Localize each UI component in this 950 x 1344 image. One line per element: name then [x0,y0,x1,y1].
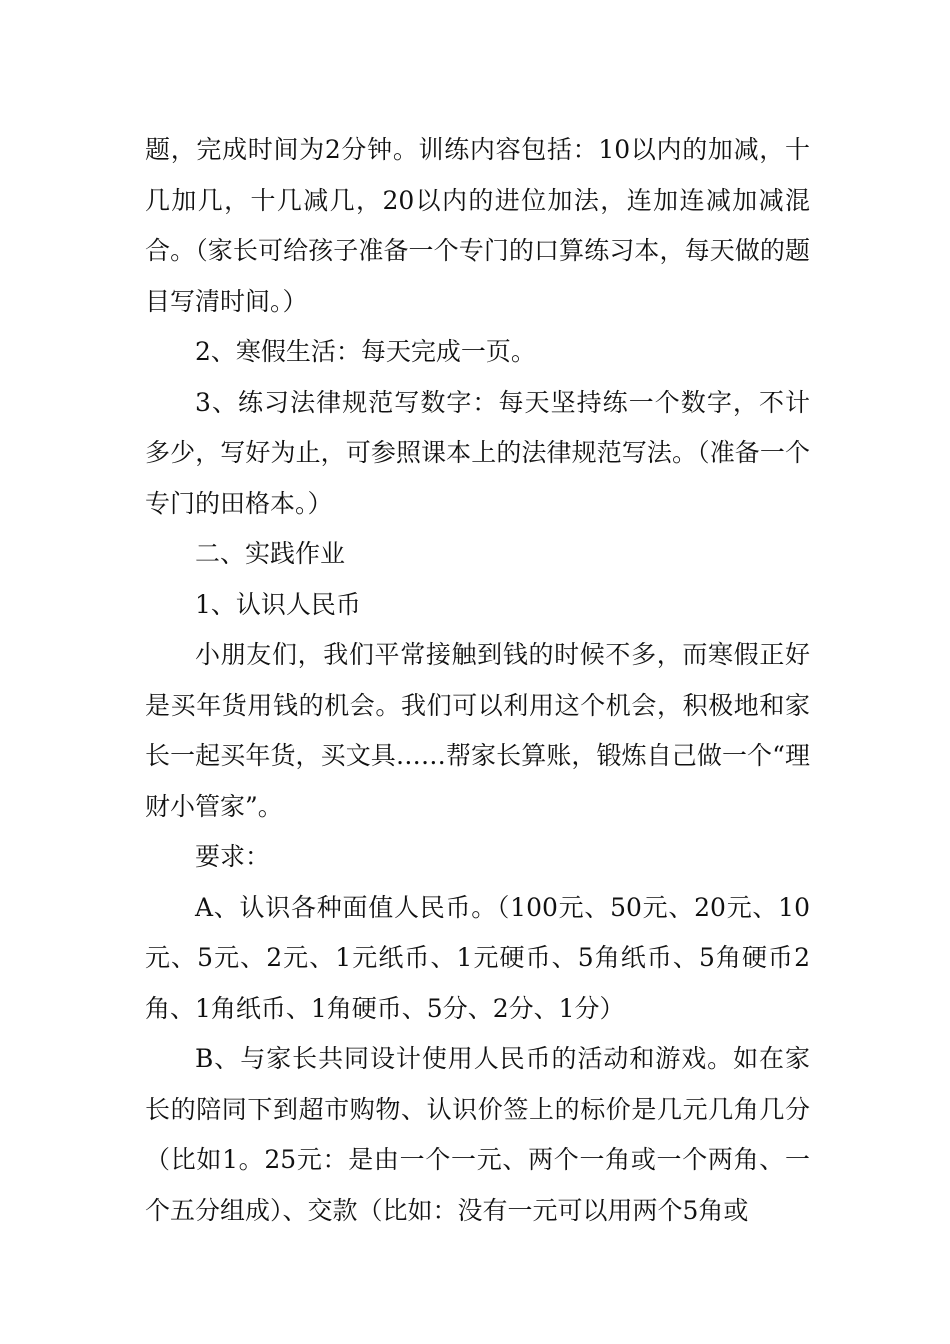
section-heading-practice: 二、实践作业 [195,539,346,568]
paragraph-winter-life: 2、寒假生活：每天完成一页。 [195,337,536,366]
paragraph-oral-math: 题，完成时间为2分钟。训练内容包括：10以内的加减，十几加几，十几减几，20以内的进位加法，连加连减加减混合。（家长可给孩子准备一个专门的口算练习本，每天做的题目写清时间。） [145,135,810,316]
paragraph-requirements-label: 要求： [195,842,271,871]
paragraph-write-numbers: 3、练习法律规范写数字：每天坚持练一个数字，不计多少，写好为止，可参照课本上的法律规范写法。（准备一个专门的田格本。） [145,387,810,518]
subsection-heading-rmb: 1、认识人民币 [195,589,361,619]
paragraph-rmb-intro: 小朋友们，我们平常接触到钱的时候不多，而寒假正好是买年货用钱的机会。我们可以利用这个机会，积极地和家长一起买年货，买文具……帮家长算账，锻炼自己做一个“理财小管家”。 [145,640,810,821]
document-body [145,125,810,1236]
paragraph-requirement-a: A、认识各种面值人民币。（100元、50元、20元、10元、5元、2元、1元纸币、1元硬币、5角纸币、5角硬币2角、1角纸币、1角硬币、5分、2分、1分） [145,892,810,1023]
paragraph-requirement-b: B、与家长共同设计使用人民币的活动和游戏。如在家长的陪同下到超市购物、认识价签上的标价是几元几角几分（比如1。25元：是由一个一元、两个一角或一个两角、一个五分组成）、交款（比如：没有一元可以用两个5角或 [145,1044,810,1225]
